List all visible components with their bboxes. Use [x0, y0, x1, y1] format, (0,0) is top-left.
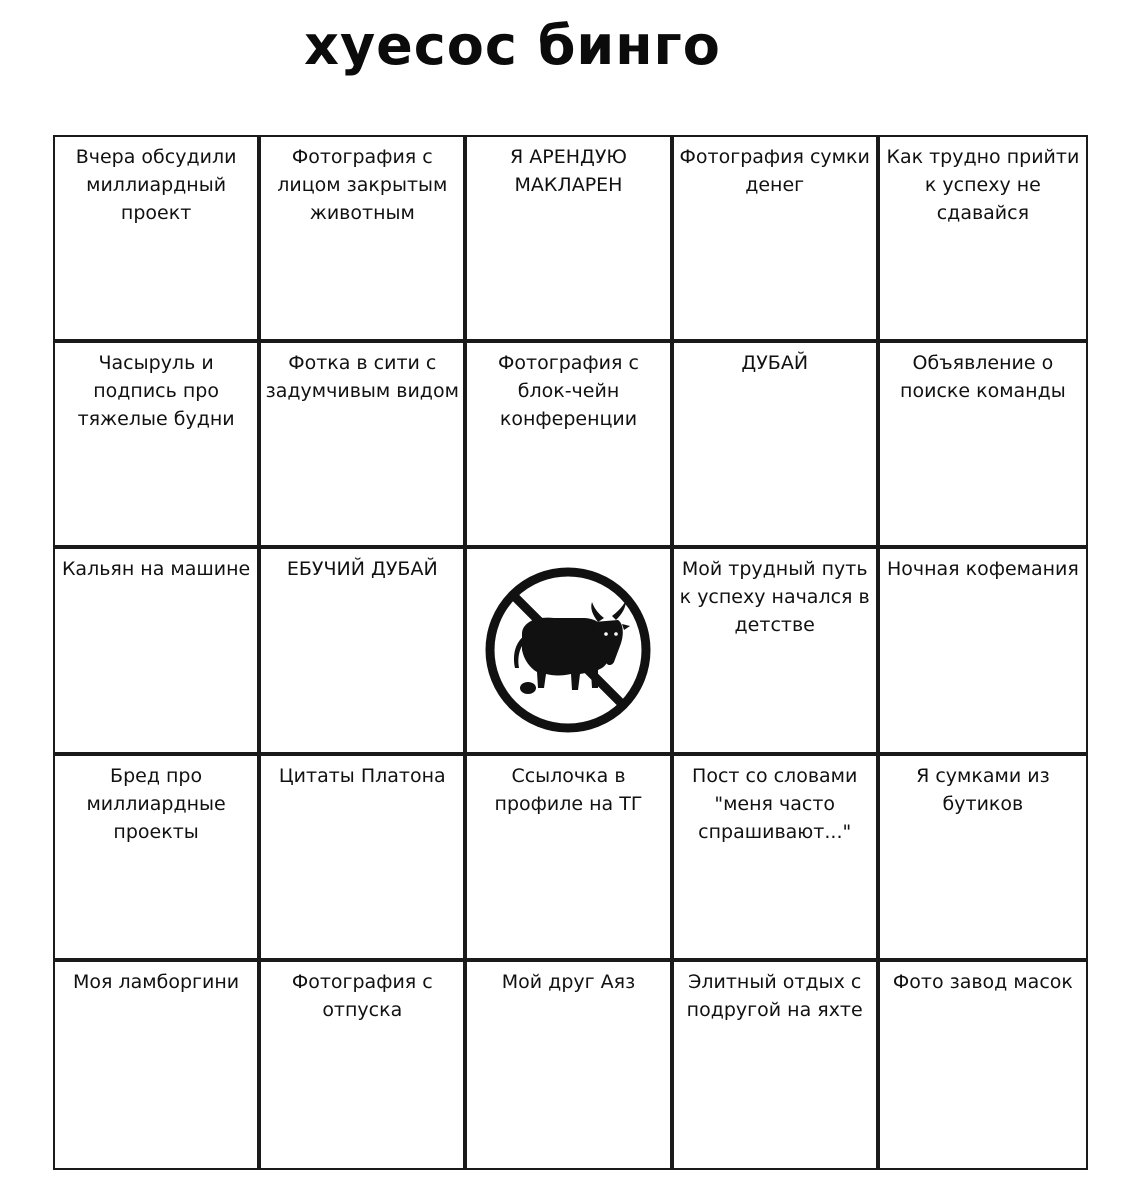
bingo-cell[interactable]: [261, 549, 467, 755]
bingo-cell[interactable]: [55, 343, 261, 549]
bingo-cell[interactable]: [261, 756, 467, 962]
no-bull-pooping-icon: [482, 564, 654, 736]
bingo-cell-text: Фотография с отпуска: [291, 970, 433, 1021]
bingo-cell-text: Ночная кофемания: [886, 558, 1079, 581]
bingo-cell[interactable]: [674, 962, 880, 1168]
bingo-cell-text: Вчера обсудили миллиардный проект: [75, 146, 237, 224]
bingo-cell-text: ДУБАЙ: [741, 352, 809, 375]
bingo-cell-text: Я АРЕНДУЮ МАКЛАРЕН: [510, 146, 627, 196]
bingo-cell-text: ЕБУЧИЙ ДУБАЙ: [286, 558, 438, 581]
bingo-cell-text: Как трудно прийти к успеху не сдавайся: [886, 146, 1080, 224]
bingo-cell[interactable]: [55, 962, 261, 1168]
bingo-cell-text: Бред про миллиардные проекты: [86, 764, 226, 843]
bingo-cell[interactable]: [674, 137, 880, 343]
bingo-free-cell[interactable]: [467, 549, 673, 755]
bingo-cell-text: Часыруль и подпись про тяжелые будни: [77, 352, 235, 431]
bingo-cell-text: Объявление о поиске команды: [900, 352, 1066, 403]
bingo-cell-text: Фото завод масок: [892, 970, 1073, 993]
bingo-grid: [53, 135, 1088, 1170]
bingo-cell[interactable]: [674, 756, 880, 962]
bingo-cell[interactable]: [674, 343, 880, 549]
bingo-cell[interactable]: [467, 137, 673, 343]
bingo-cell-text: Фотография сумки денег: [679, 146, 870, 196]
bingo-cell-text: Ссылочка в профиле на ТГ: [494, 764, 643, 815]
bingo-cell[interactable]: [880, 962, 1086, 1168]
bingo-cell[interactable]: [674, 549, 880, 755]
bingo-cell[interactable]: [55, 756, 261, 962]
bingo-cell-text: Фотография с лицом закрытым животным: [277, 146, 448, 224]
bingo-cell-text: Моя ламборгини: [73, 970, 240, 993]
bingo-cell[interactable]: [55, 137, 261, 343]
bingo-cell[interactable]: [467, 962, 673, 1168]
bingo-cell[interactable]: [261, 343, 467, 549]
bingo-cell[interactable]: [261, 962, 467, 1168]
bingo-cell-text: Цитаты Платона: [278, 764, 446, 787]
bingo-cell-text: Мой друг Аяз: [501, 970, 636, 993]
bingo-cell[interactable]: [880, 343, 1086, 549]
bingo-cell-text: Фотография с блок-чейн конференции: [498, 352, 639, 431]
page-title: хуесос бинго: [304, 14, 721, 77]
bingo-cell[interactable]: [467, 756, 673, 962]
bingo-cell[interactable]: [55, 549, 261, 755]
bingo-cell[interactable]: [880, 756, 1086, 962]
bingo-cell[interactable]: [880, 549, 1086, 755]
bingo-cell-text: Мой трудный путь к успеху начался в детстве: [679, 558, 870, 637]
bingo-cell-text: Элитный отдых с подругой на яхте: [686, 970, 863, 1021]
bingo-cell[interactable]: [261, 137, 467, 343]
bingo-cell-text: Фотка в сити с задумчивым видом: [265, 352, 459, 403]
bingo-cell[interactable]: [467, 343, 673, 549]
bingo-cell[interactable]: [880, 137, 1086, 343]
bingo-cell-text: Пост со словами "меня часто спрашивают...": [692, 764, 858, 843]
bingo-cell-text: Кальян на машине: [61, 558, 251, 581]
bingo-cell-text: Я сумками из бутиков: [916, 764, 1050, 815]
